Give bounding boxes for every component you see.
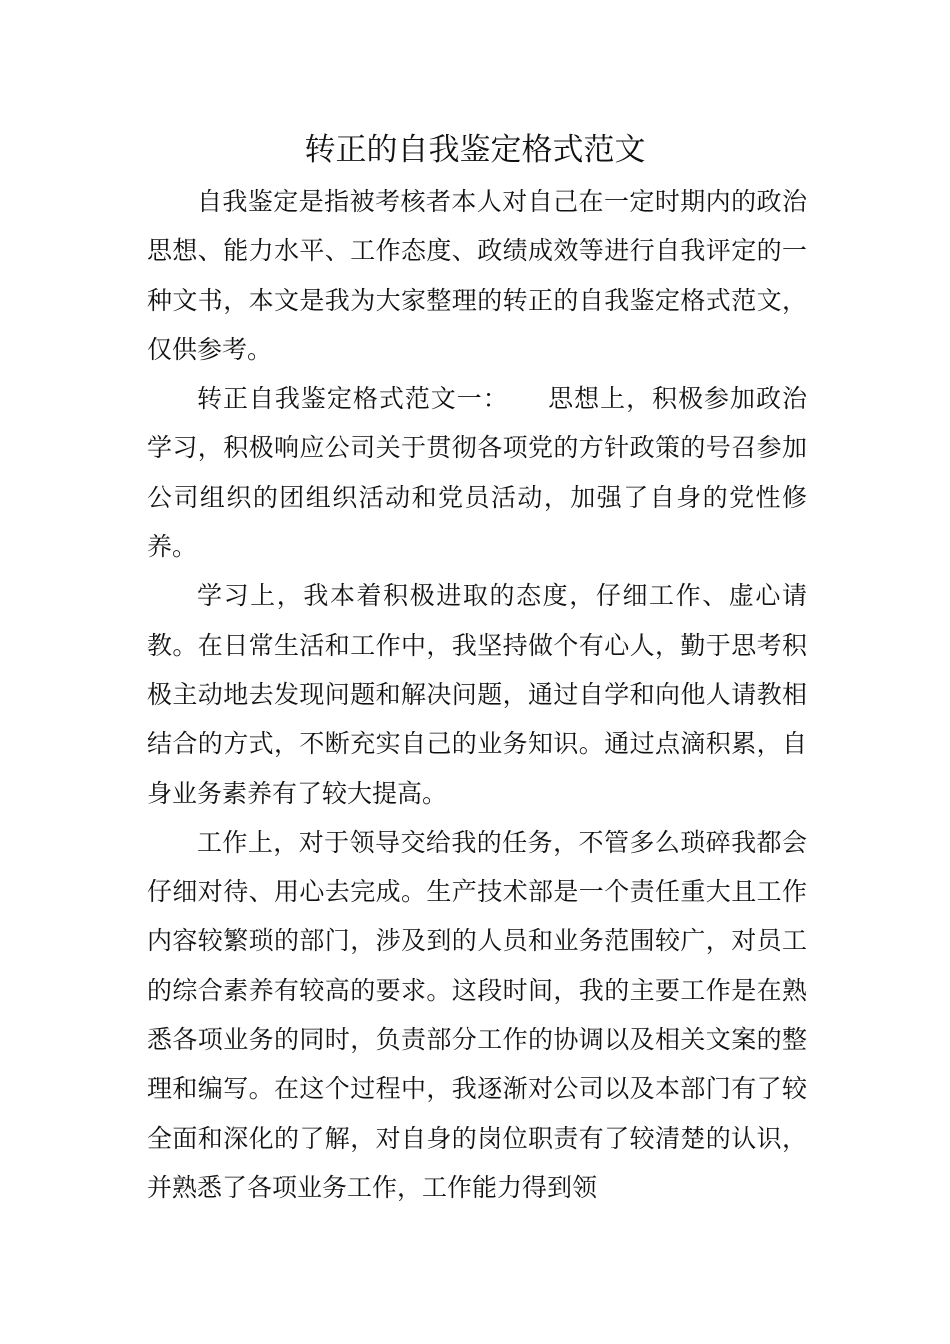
document-body	[147, 177, 807, 1212]
paragraph-thought: 转正自我鉴定格式范文一： 思想上，积极参加政治学习，积极响应公司关于贯彻各项党的方针政策的号召参加公司组织的团组织活动和党员活动，加强了自身的党性修养。	[147, 384, 807, 562]
document-title: 转正的自我鉴定格式范文	[304, 132, 646, 168]
paragraph-intro: 自我鉴定是指被考核者本人对自己在一定时期内的政治思想、能力水平、工作态度、政绩成效等进行自我评定的一种文书，本文是我为大家整理的转正的自我鉴定格式范文，仅供参考。	[147, 187, 807, 364]
paragraph-work: 工作上，对于领导交给我的任务，不管多么琐碎我都会仔细对待、用心去完成。生产技术部是一个责任重大且工作内容较繁琐的部门，涉及到的人员和业务范围较广，对员工的综合素养有较高的要求。这段时间，我的主要工作是在熟悉各项业务的同时，负责部分工作的协调以及相关文案的整理和编写。在这个过程中，我逐渐对公司以及本部门有了较全面和深化的了解，对自身的岗位职责有了较清楚的认识，并熟悉了各项业务工作，工作能力得到领	[147, 827, 807, 1202]
paragraph-study: 学习上，我本着积极进取的态度，仔细工作、虚心请教。在日常生活和工作中，我坚持做个有心人，勤于思考积极主动地去发现问题和解决问题，通过自学和向他人请教相结合的方式，不断充实自己的业务知识。通过点滴积累，自身业务素养有了较大提高。	[147, 581, 807, 808]
